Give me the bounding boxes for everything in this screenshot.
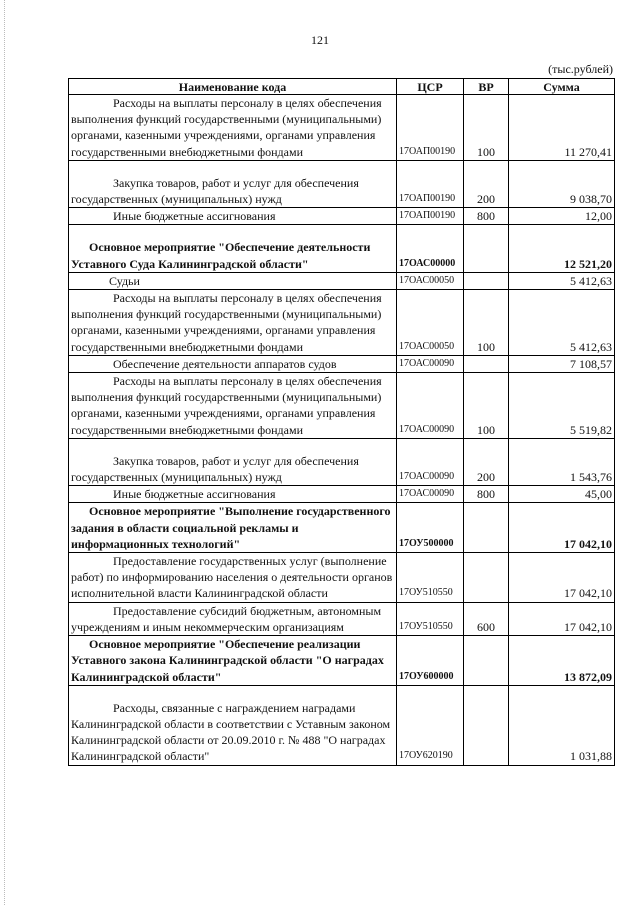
- table-row: [69, 553, 615, 603]
- table-row: [69, 95, 615, 161]
- table-row: [69, 272, 615, 289]
- table-header-row: [69, 79, 615, 95]
- table-row: [69, 160, 615, 207]
- row-sum: 1 543,76: [509, 438, 615, 485]
- page-number: 121: [311, 33, 329, 47]
- row-csr: 17ОАС00050: [397, 272, 464, 289]
- row-name: Закупка товаров, работ и услуг для обеспечения государственных (муниципальных) нужд: [69, 438, 397, 485]
- row-sum: 9 038,70: [509, 160, 615, 207]
- row-csr: 17ОАС00000: [397, 225, 464, 272]
- table-row: [69, 602, 615, 635]
- row-vr: [464, 503, 509, 553]
- row-csr: 17ОАП00190: [397, 95, 464, 161]
- row-csr: 17ОАС00090: [397, 373, 464, 439]
- budget-table: [68, 78, 615, 766]
- row-name: Судьи: [69, 272, 397, 289]
- header-name: Наименование кода: [69, 79, 397, 95]
- row-sum: 12 521,20: [509, 225, 615, 272]
- table-row: [69, 373, 615, 439]
- table-row: [69, 208, 615, 225]
- row-name: Обеспечение деятельности аппаратов судов: [69, 355, 397, 372]
- row-csr: 17ОАП00190: [397, 208, 464, 225]
- row-sum: 5 519,82: [509, 373, 615, 439]
- row-name: Предоставление государственных услуг (выполнение работ) по информированию населения о деятельности органов исполнительной власти Калининградской области: [69, 553, 397, 603]
- row-vr: [464, 225, 509, 272]
- row-csr: 17ОАС00090: [397, 355, 464, 372]
- row-vr: 800: [464, 486, 509, 503]
- row-csr: 17ОУ600000: [397, 636, 464, 686]
- row-vr: 100: [464, 95, 509, 161]
- table-row: [69, 486, 615, 503]
- row-csr: 17ОУ510550: [397, 553, 464, 603]
- row-name: Основное мероприятие "Обеспечение реализации Уставного закона Калининградской области "О наградах Калининградской области": [69, 636, 397, 686]
- row-csr: 17ОУ620190: [397, 685, 464, 765]
- row-vr: [464, 685, 509, 765]
- row-sum: 1 031,88: [509, 685, 615, 765]
- row-name: Иные бюджетные ассигнования: [69, 486, 397, 503]
- row-name: Расходы на выплаты персоналу в целях обеспечения выполнения функций государственными (муниципальными) органами, казенными учреждениями, органами управления государственными внебюджетными фондами: [69, 373, 397, 439]
- row-csr: 17ОАП00190: [397, 160, 464, 207]
- row-sum: 13 872,09: [509, 636, 615, 686]
- page-edge-mark: [4, 0, 6, 905]
- row-vr: [464, 636, 509, 686]
- row-name: Основное мероприятие "Обеспечение деятельности Уставного Суда Калининградской области": [69, 225, 397, 272]
- row-sum: 17 042,10: [509, 602, 615, 635]
- header-sum: Сумма: [509, 79, 615, 95]
- row-name: Расходы на выплаты персоналу в целях обеспечения выполнения функций государственными (муниципальными) органами, казенными учреждениями, органами управления государственными внебюджетными фондами: [69, 95, 397, 161]
- units-label: (тыс.рублей): [548, 62, 613, 76]
- row-vr: 200: [464, 438, 509, 485]
- row-sum: 17 042,10: [509, 553, 615, 603]
- row-sum: 17 042,10: [509, 503, 615, 553]
- row-csr: 17ОУ500000: [397, 503, 464, 553]
- header-csr: ЦСР: [397, 79, 464, 95]
- table-row-section: [69, 636, 615, 686]
- row-sum: 12,00: [509, 208, 615, 225]
- row-name: Иные бюджетные ассигнования: [69, 208, 397, 225]
- row-csr: 17ОАС00090: [397, 438, 464, 485]
- row-vr: 800: [464, 208, 509, 225]
- table-row-section: [69, 503, 615, 553]
- table-row: [69, 355, 615, 372]
- row-vr: [464, 553, 509, 603]
- row-sum: 11 270,41: [509, 95, 615, 161]
- table-row-section: [69, 225, 615, 272]
- table-row: [69, 685, 615, 765]
- row-csr: 17ОАС00090: [397, 486, 464, 503]
- row-sum: 5 412,63: [509, 290, 615, 356]
- row-name: Расходы, связанные с награждением наградами Калининградской области в соответствии с Уставным законом Калининградской области от 20.09.2010 г. № 488 "О наградах Калининградской области": [69, 685, 397, 765]
- row-sum: 45,00: [509, 486, 615, 503]
- row-csr: 17ОУ510550: [397, 602, 464, 635]
- row-vr: [464, 355, 509, 372]
- table-row: [69, 438, 615, 485]
- row-csr: 17ОАС00050: [397, 290, 464, 356]
- row-vr: 100: [464, 373, 509, 439]
- row-name: Расходы на выплаты персоналу в целях обеспечения выполнения функций государственными (муниципальными) органами, казенными учреждениями, органами управления государственными внебюджетными фондами: [69, 290, 397, 356]
- row-name: Предоставление субсидий бюджетным, автономным учреждениям и иным некоммерческим организациям: [69, 602, 397, 635]
- table-row: [69, 290, 615, 356]
- row-sum: 7 108,57: [509, 355, 615, 372]
- row-sum: 5 412,63: [509, 272, 615, 289]
- header-vr: ВР: [464, 79, 509, 95]
- row-name: Закупка товаров, работ и услуг для обеспечения государственных (муниципальных) нужд: [69, 160, 397, 207]
- row-vr: [464, 272, 509, 289]
- row-vr: 600: [464, 602, 509, 635]
- row-name: Основное мероприятие "Выполнение государственного задания в области социальной рекламы и информационных технологий": [69, 503, 397, 553]
- row-vr: 200: [464, 160, 509, 207]
- row-vr: 100: [464, 290, 509, 356]
